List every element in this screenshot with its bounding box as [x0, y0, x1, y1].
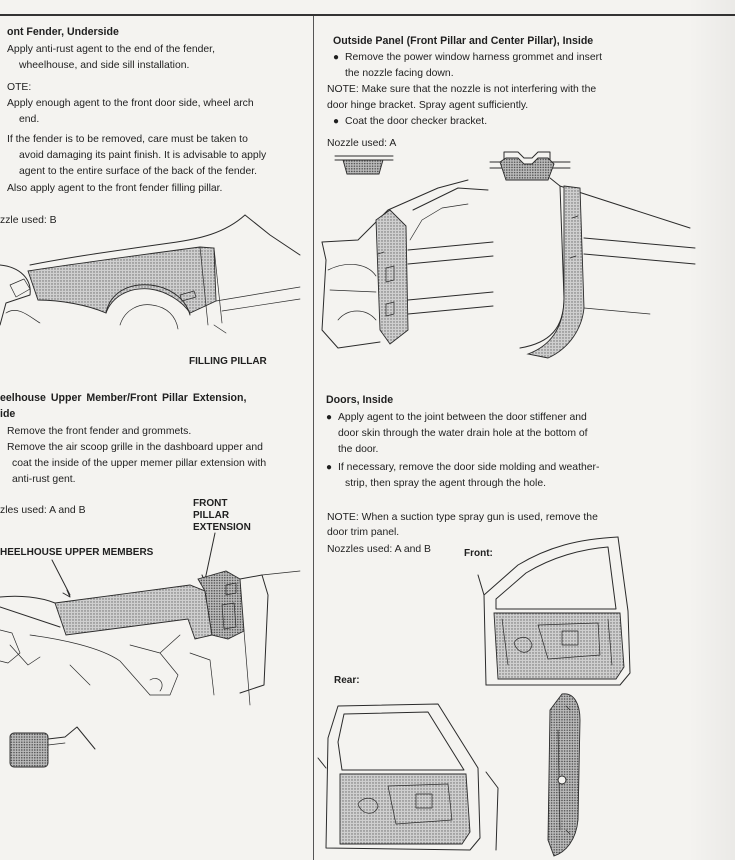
- outside-panel-bullet: Coat the door checker bracket.: [345, 116, 488, 127]
- wheelhouse-step: Remove the air scoop grille in the dashboard upper and: [7, 442, 263, 453]
- front-door-illustration: [478, 535, 658, 695]
- fender-note-line: avoid damaging its paint finish. It is advisable to apply: [19, 150, 267, 161]
- wheelhouse-step: coat the inside of the upper memer pillar extension with: [12, 458, 267, 469]
- doors-nozzle-used: Nozzles used: A and B: [327, 544, 431, 555]
- fender-note-line: agent to the entire surface of the back of the fender.: [19, 166, 257, 177]
- fender-note-line: Also apply agent to the front fender filling pillar.: [7, 183, 223, 194]
- wheelhouse-illustration: [0, 535, 300, 715]
- fender-note-line: end.: [19, 114, 40, 125]
- bullet-marker: ●: [333, 52, 340, 63]
- outside-panel-bullet: the nozzle facing down.: [345, 68, 454, 79]
- front-pillar-illustration: [318, 180, 493, 360]
- outside-panel-nozzle-used: Nozzle used: A: [327, 138, 397, 149]
- front-door-label: Front:: [464, 548, 493, 559]
- page-edge-shade: [688, 0, 735, 860]
- column-divider: [313, 16, 314, 860]
- fender-instruction-line: wheelhouse, and side sill installation.: [19, 60, 190, 71]
- filling-pillar-label: FILLING PILLAR: [189, 356, 267, 367]
- outside-panel-note: door hinge bracket. Spray agent sufficiently.: [327, 100, 529, 111]
- fender-nozzle-used: zzle used: B: [0, 215, 57, 226]
- bullet-marker: ●: [333, 116, 340, 127]
- doors-bullet: door skin through the water drain hole at the bottom of: [338, 428, 588, 439]
- bullet-marker: ●: [326, 462, 333, 473]
- wheelhouse-step: Remove the front fender and grommets.: [7, 426, 192, 437]
- wheelhouse-upper-members-label: HEELHOUSE UPPER MEMBERS: [0, 547, 154, 558]
- center-pillar-illustration: [520, 178, 695, 368]
- rear-door-illustration: [318, 698, 498, 858]
- doors-bullet: Apply agent to the joint between the door stiffener and: [338, 412, 587, 423]
- outside-panel-note: NOTE: Make sure that the nozzle is not interfering with the: [327, 84, 597, 95]
- wheelhouse-section-title: eelhouse Upper Member/Front Pillar Extension,: [0, 392, 247, 404]
- doors-note: door trim panel.: [327, 527, 400, 538]
- fender-note-line: Apply enough agent to the front door side, wheel arch: [7, 98, 254, 109]
- front-pillar-extension-label: EXTENSION: [193, 522, 251, 533]
- wheelhouse-nozzle-used: zles used: A and B: [0, 505, 86, 516]
- wheelhouse-section-title-cont: ide: [0, 408, 16, 420]
- wheelhouse-step: anti-rust gent.: [12, 474, 76, 485]
- fender-illustration: [0, 205, 300, 335]
- fender-note-line: If the fender is to be removed, care must be taken to: [7, 134, 248, 145]
- bullet-marker: ●: [326, 412, 333, 423]
- fender-section-title: ont Fender, Underside: [7, 26, 119, 38]
- doors-bullet: If necessary, remove the door side molding and weather-: [338, 462, 600, 473]
- doors-bullet: strip, then spray the agent through the hole.: [345, 478, 547, 489]
- outside-panel-bullet: Remove the power window harness grommet and insert: [345, 52, 603, 63]
- page-top-rule: [0, 14, 735, 16]
- fender-note-label: OTE:: [7, 82, 32, 93]
- doors-bullet: the door.: [338, 444, 379, 455]
- doors-section-title: Doors, Inside: [326, 394, 394, 406]
- fender-instruction-line: Apply anti-rust agent to the end of the fender,: [7, 44, 215, 55]
- door-stiffener-illustration: [540, 690, 600, 860]
- nozzle-cross-section-figure: [5, 715, 115, 775]
- front-pillar-extension-label: PILLAR: [193, 510, 230, 521]
- rear-door-label: Rear:: [334, 675, 360, 686]
- nozzle-a-profile-figure: [335, 152, 405, 182]
- front-pillar-extension-label: FRONT: [193, 498, 228, 509]
- outside-panel-section-title: Outside Panel (Front Pillar and Center Pillar), Inside: [333, 35, 594, 47]
- doors-note: NOTE: When a suction type spray gun is used, remove the: [327, 512, 598, 523]
